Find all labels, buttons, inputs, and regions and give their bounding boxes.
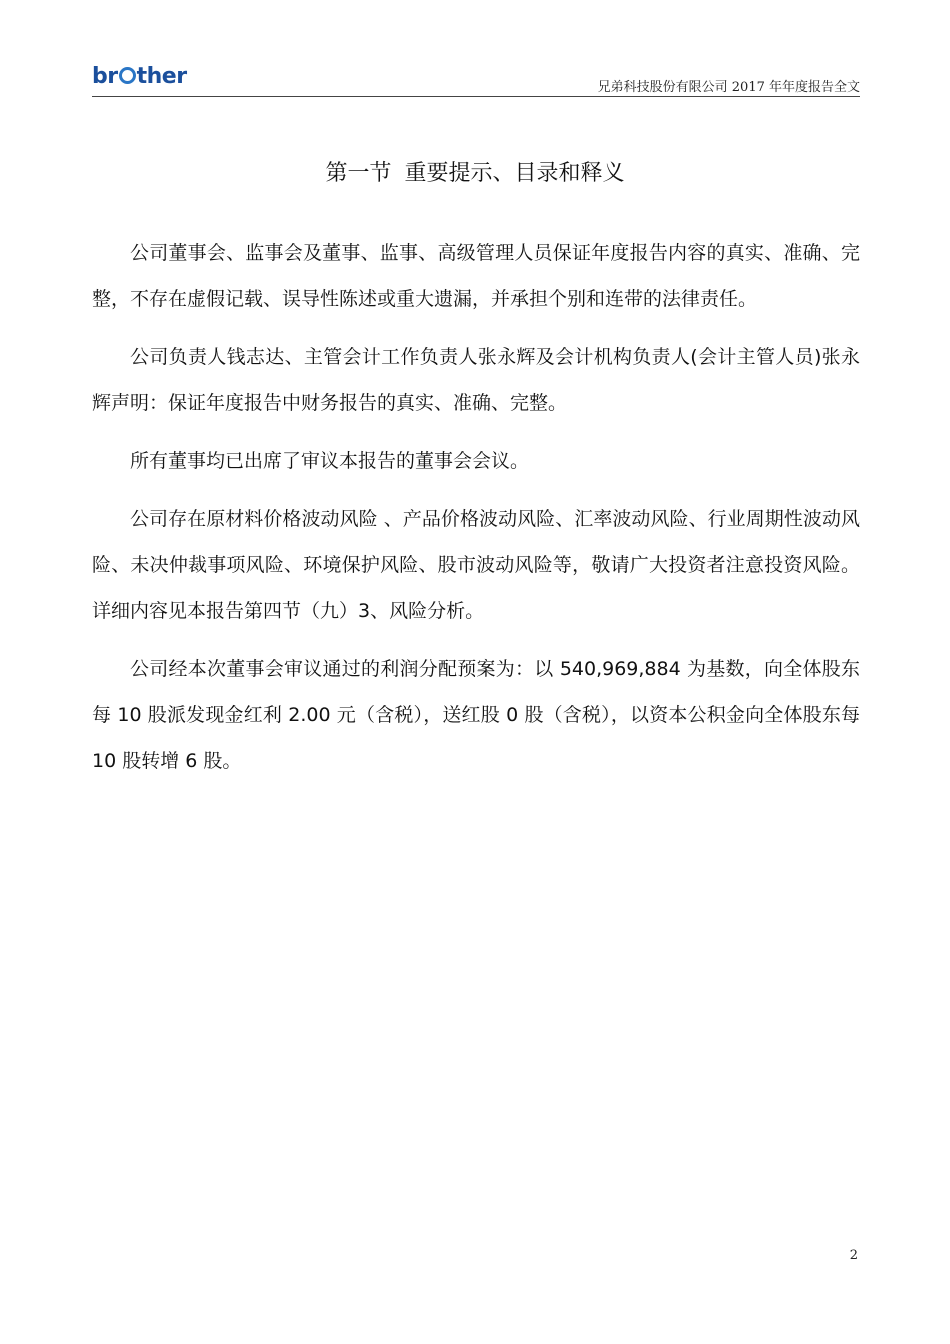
brother-logo [92,64,187,89]
logo-text-suffix: ther [136,64,187,89]
paragraph-board-guarantee: 公司董事会、监事会及董事、监事、高级管理人员保证年度报告内容的真实、准确、完整，不存在虚假记载、误导性陈述或重大遗漏，并承担个别和连带的法律责任。 [92,242,860,310]
paragraph-profit-distribution: 公司经本次董事会审议通过的利润分配预案为：以 540,969,884 为基数，向全体股东每 10 股派发现金红利 2.00 元（含税），送红股 0 股（含税），以资本公积金向全体股东每 10 股转增 6 股。 [92,658,860,772]
logo-text-prefix: br [92,64,118,89]
page-header [92,62,860,97]
paragraph-responsible-persons: 公司负责人钱志达、主管会计工作负责人张永辉及会计机构负责人(会计主管人员)张永辉声明：保证年度报告中财务报告的真实、准确、完整。 [92,346,860,414]
page-number: 2 [849,1248,858,1263]
logo-ring-icon [119,67,136,84]
paragraph-directors-attendance: 所有董事均已出席了审议本报告的董事会会议。 [130,450,530,472]
document-body [92,230,860,796]
paragraph-risk-notice: 公司存在原材料价格波动风险 、产品价格波动风险、汇率波动风险、行业周期性波动风险、未决仲裁事项风险、环境保护风险、股市波动风险等，敬请广大投资者注意投资风险。详细内容见本报告第四节（九）3、风险分析。 [92,508,860,622]
section-title: 第一节 重要提示、目录和释义 [325,161,625,186]
header-report-title: 兄弟科技股份有限公司 2017 年年度报告全文 [597,80,860,95]
